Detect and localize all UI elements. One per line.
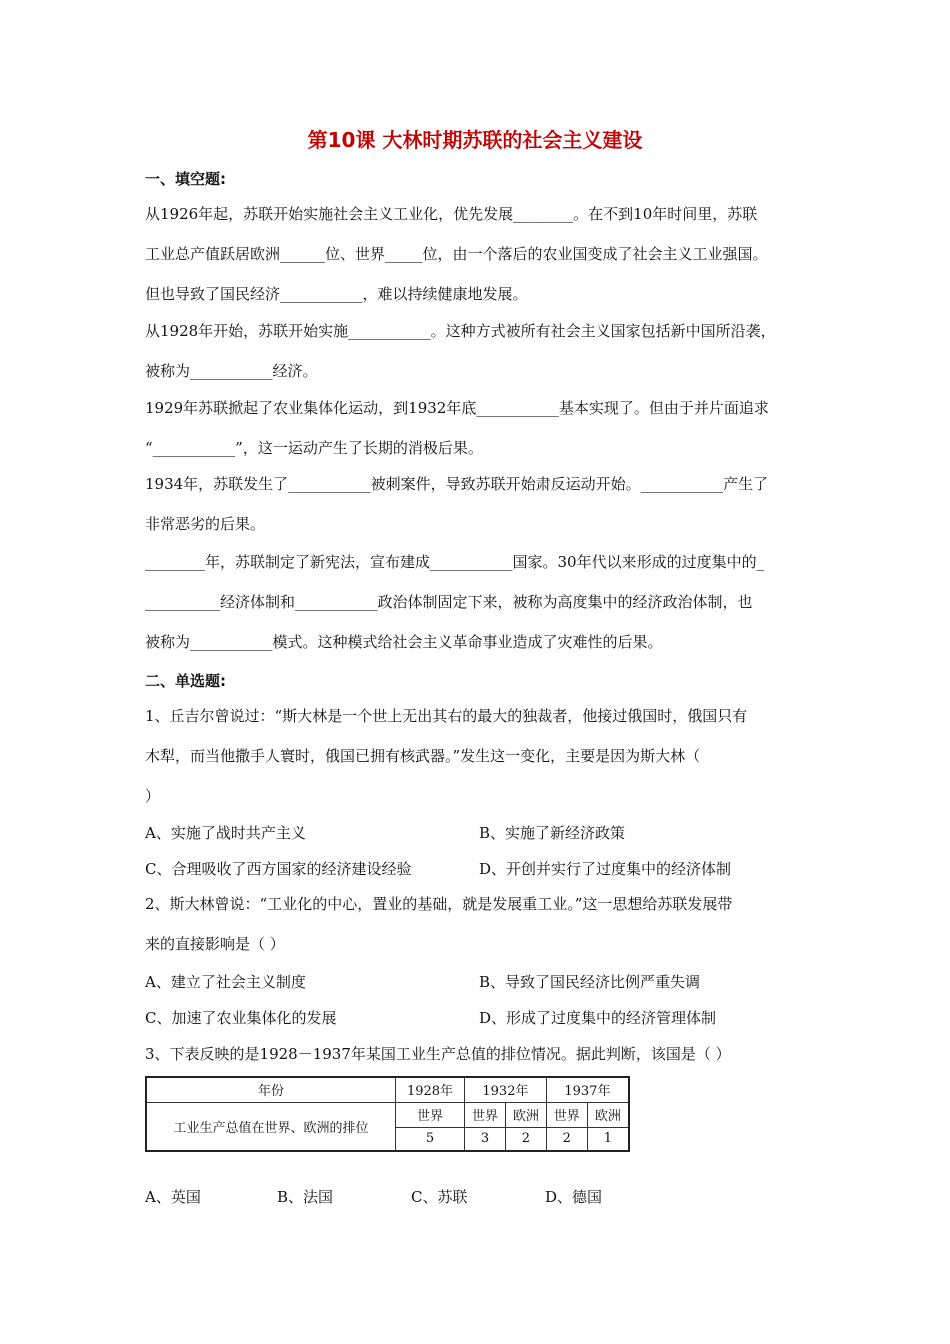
question-2-option-b[interactable]: B、导致了国民经济比例严重失调 — [479, 973, 701, 991]
question-3-option-a[interactable]: A、英国 — [145, 1188, 201, 1206]
question-2-option-a[interactable]: A、建立了社会主义制度 — [145, 973, 306, 991]
table-cell: 2 — [546, 1127, 587, 1151]
fill-line: 从1926年起，苏联开始实施社会主义工业化，优先发展________。在不到10年时间里，苏联 — [145, 205, 758, 223]
fill-line: 被称为___________模式。这种模式给社会主义革命事业造成了灾难性的后果。 — [145, 633, 663, 651]
section-heading-fill-in: 一、填空题: — [145, 170, 226, 188]
question-2-option-c[interactable]: C、加速了农业集体化的发展 — [145, 1009, 337, 1027]
fill-line: 被称为___________经济。 — [145, 362, 318, 380]
table-year-1928: 1928年 — [396, 1077, 465, 1102]
question-3-option-d[interactable]: D、德国 — [545, 1188, 603, 1206]
ranking-table — [145, 1076, 630, 1152]
fill-line: __________经济体制和___________政治体制固定下来，被称为高度集中的经济政治体制，也 — [145, 593, 753, 611]
fill-line: 非常恶劣的后果。 — [145, 515, 266, 533]
table-subheader: 世界 — [546, 1102, 587, 1127]
fill-line: 1934年，苏联发生了___________被刺案件，导致苏联开始肃反运动开始。___________产生了 — [145, 475, 769, 493]
question-2-text: 来的直接影响是（ ） — [145, 935, 285, 953]
table-cell: 5 — [396, 1127, 465, 1151]
fill-line: 从1928年开始，苏联开始实施___________。这种方式被所有社会主义国家包括新中国所沿袭， — [145, 322, 776, 340]
page-title: 第10课 大林时期苏联的社会主义建设 — [307, 128, 643, 152]
table-subheader: 欧洲 — [587, 1102, 629, 1127]
fill-line: 但也导致了国民经济___________，难以持续健康地发展。 — [145, 285, 528, 303]
table-subheader: 欧洲 — [505, 1102, 546, 1127]
question-1-text: 1、丘吉尔曾说过：“斯大林是一个世上无出其右的最大的独裁者，他接过俄国时，俄国只有 — [145, 707, 748, 725]
table-cell: 3 — [465, 1127, 506, 1151]
question-3-text: 3、下表反映的是1928－1937年某国工业生产总值的排位情况。据此判断，该国是（ ） — [145, 1045, 731, 1063]
table-year-1937: 1937年 — [546, 1077, 629, 1102]
table-subheader: 世界 — [396, 1102, 465, 1127]
question-1-option-c[interactable]: C、合理吸收了西方国家的经济建设经验 — [145, 860, 412, 878]
fill-line: 工业总产值跃居欧洲______位、世界_____位，由一个落后的农业国变成了社会主义工业强国。 — [145, 245, 768, 263]
question-1-text: ） — [145, 787, 161, 805]
section-heading-single-choice: 二、单选题: — [145, 672, 226, 690]
question-3-option-c[interactable]: C、苏联 — [411, 1188, 468, 1206]
question-1-option-d[interactable]: D、开创并实行了过度集中的经济体制 — [479, 860, 732, 878]
fill-line: ________年，苏联制定了新宪法，宣布建成___________国家。30年代以来形成的过度集中的_ — [145, 553, 765, 571]
question-2-option-d[interactable]: D、形成了过度集中的经济管理体制 — [479, 1009, 717, 1027]
table-cell: 1 — [587, 1127, 629, 1151]
table-year-1932: 1932年 — [465, 1077, 547, 1102]
question-1-text: 木犁，而当他撒手人寰时，俄国已拥有核武器。”发生这一变化，主要是因为斯大林（ — [145, 747, 701, 765]
table-header-year: 年份 — [146, 1077, 396, 1102]
question-1-option-a[interactable]: A、实施了战时共产主义 — [145, 824, 306, 842]
table-subheader: 世界 — [465, 1102, 506, 1127]
table-cell: 2 — [505, 1127, 546, 1151]
fill-line: “___________”，这一运动产生了长期的消极后果。 — [145, 439, 483, 457]
question-3-option-b[interactable]: B、法国 — [277, 1188, 334, 1206]
question-2-text: 2、斯大林曾说：“工业化的中心，置业的基础，就是发展重工业。”这一思想给苏联发展带 — [145, 895, 733, 913]
fill-line: 1929年苏联掀起了农业集体化运动，到1932年底___________基本实现了。但由于并片面追求 — [145, 399, 769, 417]
table-row-label: 工业生产总值在世界、欧洲的排位 — [146, 1102, 396, 1151]
question-1-option-b[interactable]: B、实施了新经济政策 — [479, 824, 626, 842]
